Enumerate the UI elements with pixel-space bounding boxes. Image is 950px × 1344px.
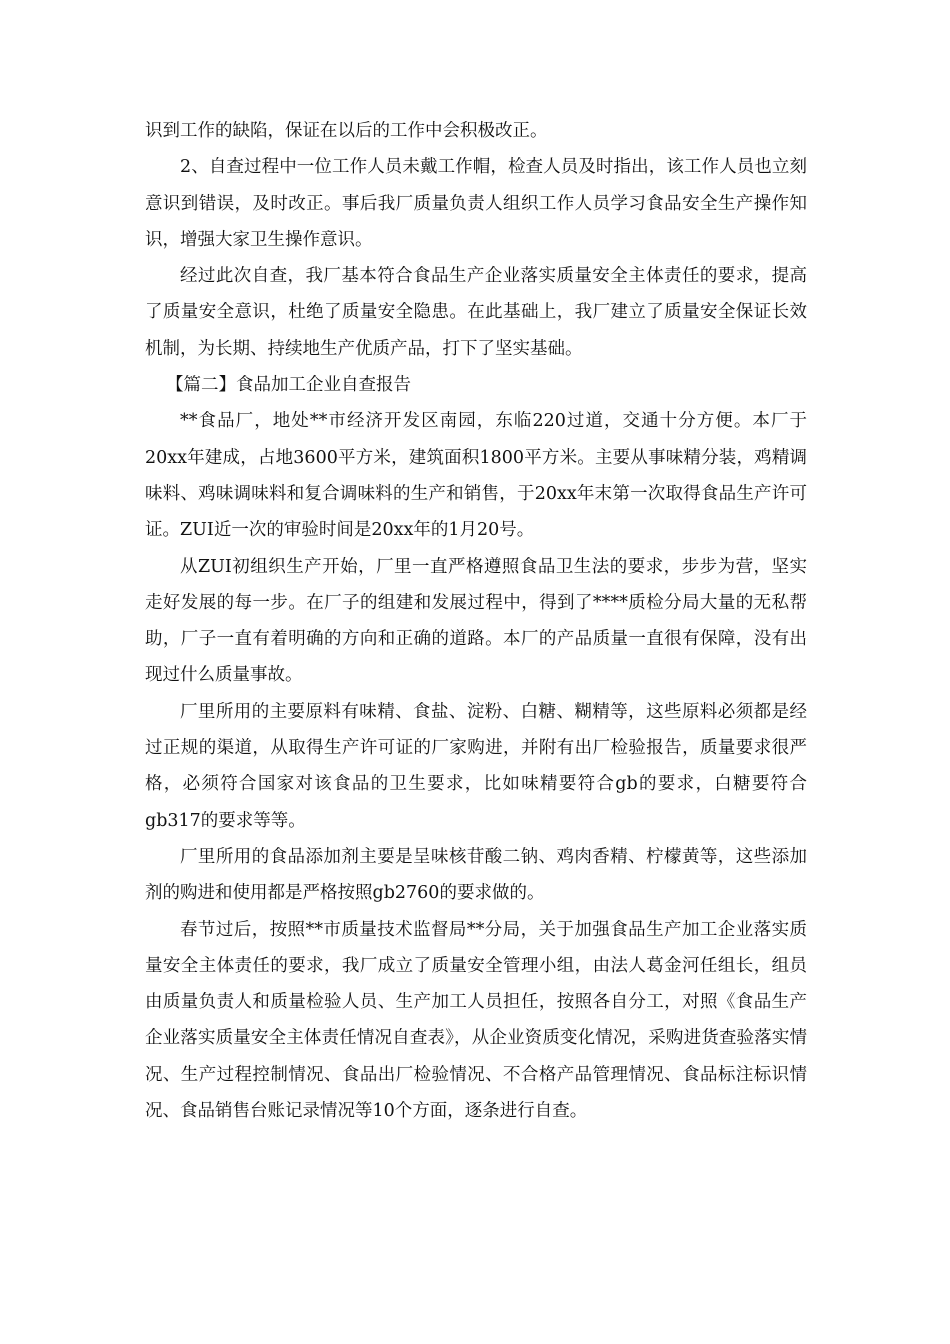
paragraph-company-intro: **食品厂，地处**市经济开发区南园，东临220过道，交通十分方便。本厂于20xx年建成，占地3600平方米，建筑面积1800平方米。主要从事味精分装，鸡精调味料、鸡味调味料和复合调味料的生产和销售，于20xx年末第一次取得食品生产许可证。ZUI近一次的审验时间是20xx年的1月20号。: [145, 411, 807, 541]
section-heading: 【篇二】食品加工企业自查报告: [166, 375, 411, 396]
paragraph-item-2: 2、自查过程中一位工作人员未戴工作帽，检查人员及时指出，该工作人员也立刻意识到错误，及时改正。事后我厂质量负责人组织工作人员学习食品安全生产操作知识，增强大家卫生操作意识。: [145, 157, 807, 250]
paragraph-production-history: 从ZUI初组织生产开始，厂里一直严格遵照食品卫生法的要求，步步为营，坚实走好发展的每一步。在厂子的组建和发展过程中，得到了****质检分局大量的无私帮助，厂子一直有着明确的方向和正确的道路。本厂的产品质量一直很有保障，没有出现过什么质量事故。: [145, 556, 807, 686]
paragraph-additives: 厂里所用的食品添加剂主要是呈味核苷酸二钠、鸡肉香精、柠檬黄等，这些添加剂的购进和使用都是严格按照gb2760的要求做的。: [145, 846, 807, 904]
paragraph-raw-materials: 厂里所用的主要原料有味精、食盐、淀粉、白糖、糊精等，这些原料必须都是经过正规的渠道，从取得生产许可证的厂家购进，并附有出厂检验报告，质量要求很严格，必须符合国家对该食品的卫生要求，比如味精要符合gb的要求，白糖要符合gb317的要求等等。: [145, 701, 807, 831]
paragraph-self-inspection: 春节过后，按照**市质量技术监督局**分局，关于加强食品生产加工企业落实质量安全主体责任的要求，我厂成立了质量安全管理小组，由法人葛金河任组长，组员由质量负责人和质量检验人员、生产加工人员担任，按照各自分工，对照《食品生产企业落实质量安全主体责任情况自查表》，从企业资质变化情况，采购进货查验落实情况、生产过程控制情况、食品出厂检验情况、不合格产品管理情况、食品标注标识情况、食品销售台账记录情况等10个方面，逐条进行自查。: [145, 919, 807, 1122]
document-page: [145, 113, 807, 1129]
paragraph-continuation: 识到工作的缺陷，保证在以后的工作中会积极改正。: [145, 121, 548, 141]
paragraph-conclusion: 经过此次自查，我厂基本符合食品生产企业落实质量安全主体责任的要求，提高了质量安全意识，杜绝了质量安全隐患。在此基础上，我厂建立了质量安全保证长效机制，为长期、持续地生产优质产品，打下了坚实基础。: [145, 266, 807, 359]
